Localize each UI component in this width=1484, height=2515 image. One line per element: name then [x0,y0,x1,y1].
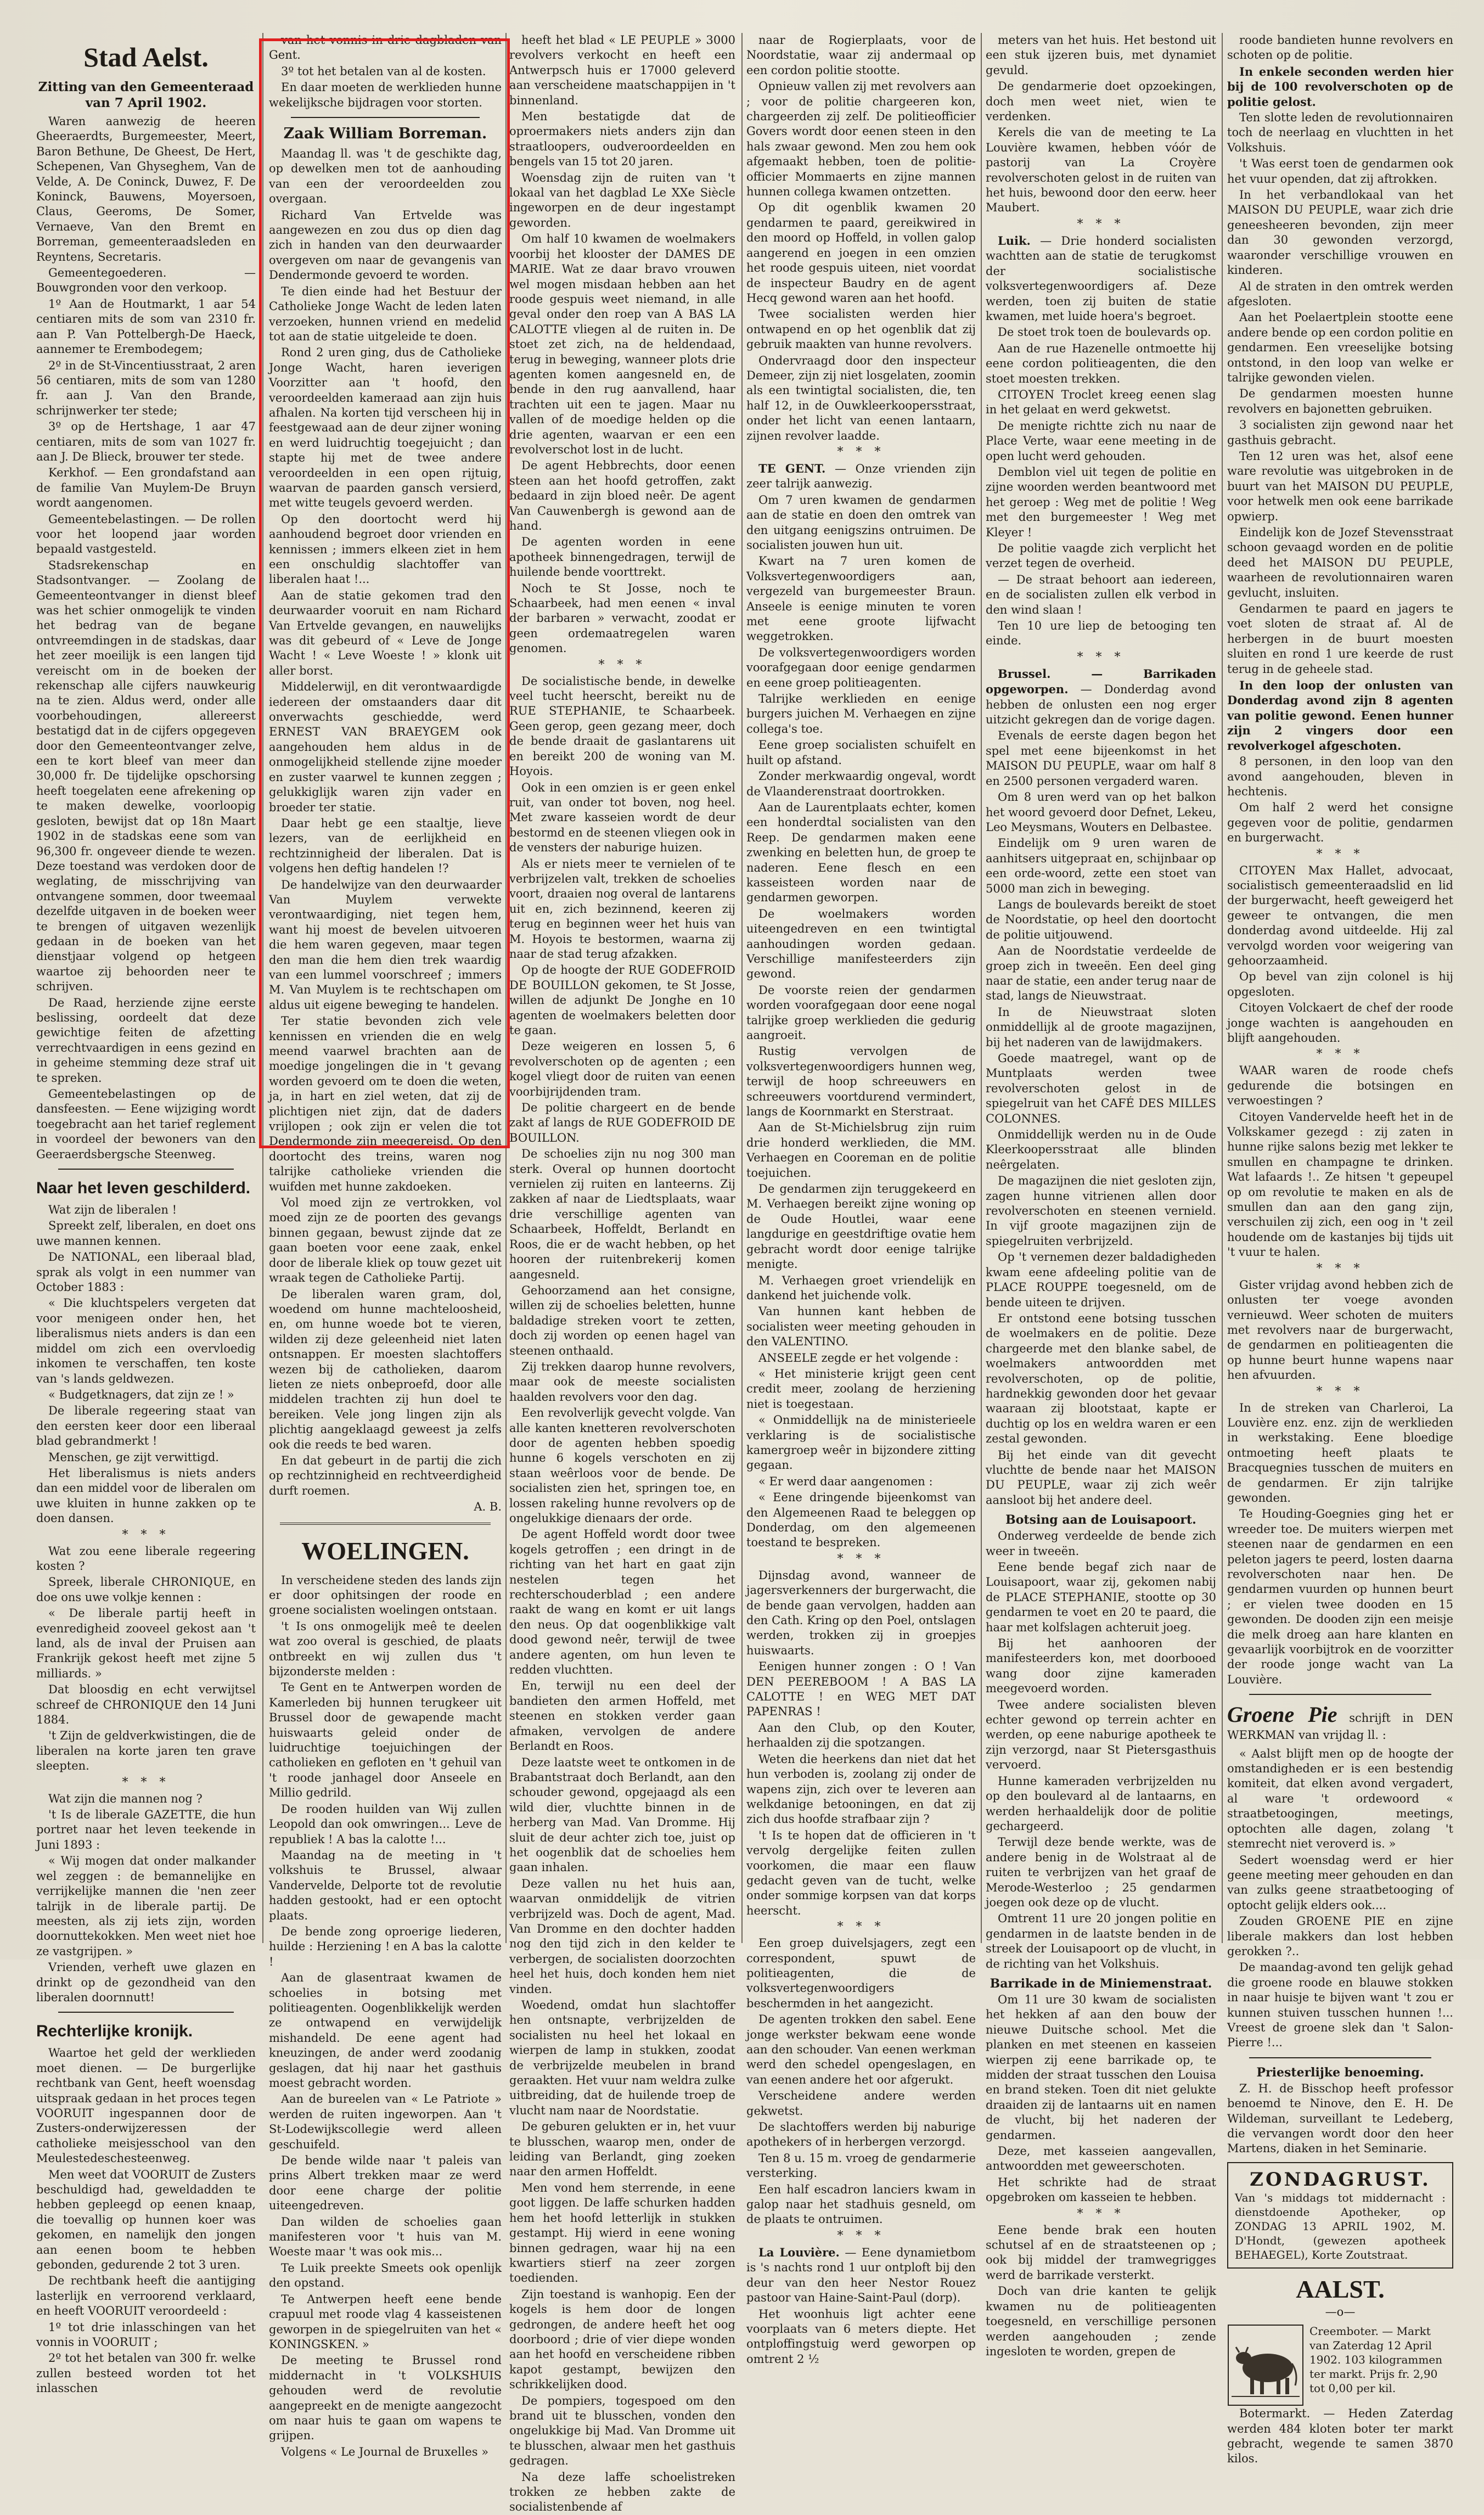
session-heading: Zitting van den Gemeenteraad van 7 April 1902. [38,80,254,110]
paragraph: Te Luik preekte Smeets ook openlijk den opstand. [269,2261,502,2290]
paragraph: Aan de statie gekomen trad den deurwaarder vooruit en nam Richard Van Ertvelde gevangen, en nauwelijks was dit gebeurd of « Leve de Jonge Wacht ! « Leve Woeste ! » klonk uit aller borst. [269,588,502,677]
subheading-louisapoort: Botsing aan de Louisapoort. [1005,1513,1196,1528]
paragraph: Langs de boulevards bereikt de stoet de Noordstatie, op heel den doortocht de politie uitjouwend. [986,897,1216,941]
paragraph: In enkele seconden werden hier bij de 100 revolverschoten op de politie gelost. [1227,64,1453,109]
inline-heading-te-gent: TE GENT. [758,461,826,475]
paragraph: Hunne kameraden verbrijzelden nu op den boulevard al de lantaarns, en werden herhaaldelijk door de politie gechargeerd. [986,1774,1216,1833]
paragraph: « Die kluchtspelers vergeten dat voor menigeen onder hen, het liberalismus niets anders is dan een middel om zich een overvloedig inkomen te verschaffen, ten koste van 's lands geldwezen. [36,1296,256,1385]
paragraph: Menschen, ge zijt verwittigd. [48,1450,219,1464]
paragraph: Noch te St Josse, noch te Schaarbeek, had men eenen « inval der barbaren » verwacht, zoodat er geen ordemaatregelen waren genomen. [509,581,735,655]
paragraph: Wat zijn de liberalen ! [48,1203,177,1217]
paragraph: Ter statie bevonden zich vele kennissen en vrienden die en welg meend vaarwel brachten aan de moedige jongelingen die in 't gevang worden gevoerd om te doen die weten, ja, in hart en ziel weten, dat zij de plichtigen niet zijn, dat de daders vrijlopen ; ook zijn er velen die tot Dendermonde zijn meegereisd. Op den doortocht des treins, waren nog talrijke catholieke vrienden die wuifden met hunne zakdoeken. [269,1014,502,1193]
paragraph: « Aalst blijft men op de hoogte der omstandigheden er is een bestendig komiteit, dat elken avond vergadert, al ware 't ordewoord « straatbetoogingen, meetings, optochten alle dagen, zolang 't stemrecht niet veroverd is. » [1227,1747,1453,1851]
paragraph: De politie chargeert en de bende zakt af langs de RUE GODEFROID DE BOUILLON. [509,1101,735,1144]
column-5 [986,33,1216,2358]
separator-stars: * * * [837,1920,885,1934]
paragraph: De woelmakers worden uiteengedreven en een twintigtal aanhoudingen worden gedaan. Verschillige manifesteerders zijn gewond. [746,907,976,981]
paragraph: Terwijl deze bende werkte, was de andere benig in de Wolstraat al de ruiten te verbrijzen van het graaf de Merode-Westerloo ; 25 gendarmen joegen ook deze op de vlucht. [986,1835,1216,1909]
paragraph: De voorste reien der gendarmen worden voorafgegaan door eene nogal talrijke groep werklieden die gedurig aangroeit. [746,983,976,1042]
section-title-woelingen: WOELINGEN. [301,1536,469,1565]
paragraph: Aan de glasentraat kwamen de schoelies in botsing met politieagenten. Oogenblikkelijk werden ze ontwapend en verwijdelijk mishandeld. De eene agent had kneuzingen, de ander werd zoodanig geslagen, dat hij naar het gasthuis moest gebracht worden. [269,1971,502,2090]
paragraph: De liberalen waren gram, dol, woedend om hunne machteloosheid, en, om hunne woede bot te vieren, wilden zij deze geleenheid niet laten ontsnappen. Er moesten slachtoffers wezen bij de catholieken, daarom lieten ze niets onbeproefd, door alle middelen trachten zij hun doel te bereiken. Vele jong lingen zijn als plichtig aangeklaagd geweest ja zelfs ook die reeds te bed waren. [269,1287,502,1451]
paragraph: Opnieuw vallen zij met revolvers aan ; voor de politie chargeeren kon, chargeerden zij zelf. De politieofficier Govers wordt door eenen steen in den hals zwaar gewond. Men zou hem ook afgemaakt hebben, toen de politie-officier Mommaerts en zijne mannen hunnen collega kwamen ontzetten. [746,80,976,199]
paragraph: Om 11 ure 30 kwam de socialisten het hekken af aan den bouw der nieuwe Duitsche school. Met die planken en met steenen en kasseien wierpen zij eene barrikade op, te midden der straat tusschen den Louisa en brand steken. Toen dit niet gelukte draaiden zij de lantaarns uit en namen de vlucht, bij het naderen der gendarmen. [986,1992,1216,2142]
paragraph: « Het ministerie krijgt geen cent credit meer, zoolang de herziening niet is toegestaan. [746,1367,976,1411]
paragraph: Gendarmen te paard en jagers te voet sloten de straat af. Al de herbergen in de buurt moesten sluiten en rond 1 ure keerde de rust terug in de geheele stad. [1227,602,1453,676]
paragraph: Eindelijk kon de Jozef Stevensstraat schoon gevaagd worden en de politie deed het MAISON DU PEUPLE, waarheen de revolutionnairen waren gevlucht, insluiten. [1227,526,1453,599]
paragraph: De geburen gelukten er in, het vuur te blusschen, waarop men, onder de leiding van Berlandt, ging zoeken naar den armen Hoffeldt. [509,2120,735,2179]
divider [291,117,480,118]
paragraph: « De liberale partij heeft in evenredigheid zooveel gekost aan 't land, als de inval der Pruisen aan Frankrijk gekost heeft met zijne 5 milliards. » [36,1607,256,1680]
paragraph: 't Is te hopen dat de officieren in 't vervolg dergelijke feiten zullen voorkomen, die maar een flauw gedacht geven van de tucht, welke onder sommige korpsen van dat korps heerscht. [746,1828,976,1917]
groene-pie-subtitle: schrijft in DEN WERKMAN van vrijdag ll. : [1227,1711,1453,1742]
paragraph: Kerkhof. — Een grondafstand aan de familie Van Muylem-De Bruyn wordt aangenomen. [36,466,256,510]
separator-stars: * * * [1316,1047,1364,1062]
divider [58,2012,234,2013]
market-report [1227,2324,1453,2406]
paragraph: Maandag ll. was 't de geschikte dag, op dewelken men tot de aanhouding van een der veroordeelden zou overgaan. [269,147,502,206]
column-4 [746,33,976,2366]
paragraph: Op den doortocht werd hij aanhoudend begroet door vrienden en kennissen ; immers elkeen ziet in hem een onschuldig slachtoffer van liberalen haat !... [269,512,502,586]
paragraph: De magazijnen die niet gesloten zijn, zagen hunne vitrienen allen door revolverschoten en steenen vernield. In vijf groote magazijnen zijn de spiegelruiten verbrijzeld. [986,1174,1216,1248]
separator-stars: * * * [1316,1261,1364,1276]
column-rule [262,33,263,1943]
paragraph: Eene bende brak een houten schutsel af en de straatsteenen op ; ook bij middel der tramwegrigges werd de barrikade versterkt. [986,2223,1216,2282]
paragraph: Te Houding-Goegnies ging het er wreeder toe. De muiters wierpen met steenen naar de gendarmen en een peleton jagers te peerd, losten daarna revolverschoten naar hen. De gendarmen vuurden op hunnen beurt ; er vielen twee dooden en 15 gewonden. De dooden zijn een meisje die melk droeg aan hare klanten en gevaarlijk voorbijtrok en de voorzitter der roode jonge wacht van La Louvière. [1227,1507,1453,1686]
separator-stars: * * * [1077,650,1125,664]
paragraph: Onmiddellijk werden nu in de Oude Kleerkoopersstraat alle blinden neêrgelaten. [986,1128,1216,1171]
paragraph-text: — Donderdag avond hebben de onlusten een nog erger uitzicht gekregen dan de vorige dagen. [986,683,1216,727]
paragraph: Dat bloosdig en echt verwijtsel schreef de CHRONIQUE den 14 Juni 1884. [36,1683,256,1727]
paragraph: Zij trekken daarop hunne revolvers, maar ook de meeste socialisten haalden revolvers voor den dag. [509,1360,735,1404]
paragraph: 't Zijn de geldverkwistingen, die de liberalen na korte jaren ten grave sleepten. [36,1729,256,1773]
paragraph: 2º in de St-Vincentiusstraat, 2 aren 56 centiaren, mits de som van 1280 fr. aan J. Van den Brande, schrijnwerker ter stede; [36,358,256,417]
paragraph: Kwart na 7 uren komen de Volksvertegenwoordigers aan, vergezeld van burgemeester Braun. Anseele is eenige minuten te voren met eene groote lijfwacht weggetrokken. [746,554,976,643]
paragraph: Om 8 uren werd van op het balkon het woord gevoerd door Defnet, Lekeu, Leo Meysmans, Wouters en Delbastee. [986,790,1216,834]
paragraph: Ten 8 u. 15 m. vroeg de gendarmerie versterking. [746,2151,976,2180]
paragraph: Als er niets meer te vernielen of te verbrijzelen valt, trekken de schoelies voort, draaien nog overal de lantarens uit en, zich bezinnend, keeren zij terug en beginnen weer het huis van M. Hoyois te bestormen, waarna zij naar de stad terug afzakken. [509,857,735,961]
paragraph: 't Is de liberale GAZETTE, die hun portret naar het leven teekende in Juni 1893 : [36,1808,256,1851]
paragraph: WAAR waren de roode chefs gedurende die botsingen en verwoestingen ? [1227,1064,1453,1108]
separator-stars: * * * [837,445,885,459]
separator-stars: * * * [837,1552,885,1566]
paragraph: Talrijke werklieden en eenige burgers juichen M. Verhaegen en zijne collega's toe. [746,692,976,736]
paragraph: Te Antwerpen heeft eene bende crapuul met roode vlag 4 kasseistenen geworpen in de spiegelruiten van het « KONINGSKEN. » [269,2292,502,2351]
separator-stars: * * * [837,2228,885,2243]
paragraph: meters van het huis. Het bestond uit een stuk ijzeren buis, met dynamiet gevuld. [986,33,1216,77]
paragraph: De meeting te Brussel rond middernacht in 't VOLKSHUIS gehouden werd de revolutie aangepreekt en de menigte aangezocht om naar huis te gaan om wapens te grijpen. [269,2354,502,2443]
paragraph-text: — Eene dynamietbom is 's nachts rond 1 uur ontploft bij den deur van den heer Nestor Rouez pastoor van Haine-Saint-Paul (dorp). [746,2245,976,2305]
paragraph: Demblon viel uit tegen de politie en zijne woorden werden beantwoord met het geroep : Weg met de politie ! Weg met den burgemeester ! Weg met Kleyer ! [986,465,1216,539]
groene-pie-heading [1227,1702,1453,1743]
paragraph: 1º tot drie inlasschingen van het vonnis in VOORUIT ; [36,2320,256,2349]
divider [58,1169,234,1170]
market-text [1309,2324,1453,2396]
paragraph: Wat zou eene liberale regeering kosten ? [36,1544,256,1573]
paragraph: Vrienden, verheft uwe glazen en drinkt op de gezondheid van den liberalen doornnutt! [36,1961,256,2004]
paragraph: Aan de rue Hazenelle ontmoette hij eene cordon politieagenten, die den stoet moesten trekken. [986,341,1216,385]
paragraph: De Raad, herziende zijne eerste beslissing, oordeelt dat deze gewichtige feiten de afzetting verrechtvaardigen in eens gezind en in geheime stemming deze straf uit te spreken. [36,996,256,1085]
paragraph: Dijnsdag avond, wanneer de jagersverkenners der burgerwacht, die de bende gaan vervolgen, hadden aan den Cath. Kring op den Poel, ontslagen werden, trokken zij in groepjes huiswaarts. [746,1568,976,1657]
paragraph: Gemeentegoederen. — Bouwgronden voor den verkoop. [36,266,256,295]
paragraph: 3º tot het betalen van al de kosten. [281,64,486,78]
paragraph [746,461,976,492]
paragraph: Waren aanwezig de heeren Gheeraerdts, Burgemeester, Meert, Baron Bethune, De Gheest, De Hert, Schepenen, Van Ghyseghem, Van de Velde, A. De Coninck, Duwez, F. De Koninck, Bauwens, Moyersoen, Claus, Geeroms, De Somer, Vernaeve, Van den Bremt en Borreman, gemeenteraadsleden en Reyntens, Secretaris. [36,115,256,263]
paragraph: De socialistische bende, in dewelke veel tucht heerscht, bereikt nu de RUE STEPHANIE, te Schaarbeek. Geen gerop, geen gezang meer, doch de bende draait de gaslantarens uit en bereikt 200 de woning van M. Hoyois. [509,674,735,778]
paragraph: Evenals de eerste dagen begon het spel met eene bijeenkomst in het MAISON DU PEUPLE, waar om half 8 en 2500 personen vergaderd waren. [986,729,1216,788]
paragraph: Goede maatregel, want op de Muntplaats werden twee revolverschoten gelost in de spiegelruit van het CAFÉ DES MILLES COLONNES. [986,1052,1216,1125]
paragraph: Onderweg verdeelde de bende zich weer in tweeën. [986,1529,1216,1558]
column-rule [1222,33,1223,1943]
separator-stars: * * * [598,658,647,672]
column-rule [505,33,507,1943]
paragraph: De menigte richtte zich nu naar de Place Verte, waar eene meeting in de open lucht werd gehouden. [986,419,1216,463]
section-title-rechterlijke-kronijk: Rechterlijke kronijk. [36,2022,193,2041]
paragraph: « Wij mogen dat onder malkander wel zeggen : de bemannelijke en verrijkelijke mannen die 'nen zeer talrijk in de liberale partij. De meesten, als zij iets zijn, worden doornuttekokken. Men weet niet hoe ze vastgrijpen. » [36,1854,256,1958]
paragraph: M. Verhaegen groet vriendelijk en dankend het juichende volk. [746,1273,976,1302]
divider [1249,2057,1431,2058]
paragraph-text: — Drie honderd socialisten wachtten aan de statie de terugkomst der socialistische volksvertegenwoordigers af. Deze werden, toen zij buiten de statie kwamen, met luide hoera's begroet. [986,234,1216,323]
paragraph: naar de Rogierplaats, voor de Noordstatie, waar zij andermaal op een cordon politie stootte. [746,33,976,77]
paragraph: Er ontstond eene botsing tusschen de woelmakers en de politie. Deze chargeerde met den blanke sabel, de woelmakers antwoordden met revolverschoten, op de politie, hardnekkig gewonden door het gevaar waaraan zij blootstaat, kapte er duchtig op los en weldra waren er een zestal gewonden. [986,1311,1216,1446]
paragraph: Stadsrekenschap en Stadsontvanger. — Zoolang de Gemeenteontvanger in dienst bleef was het schier onmogelijk te vinden het bedrag van de begane ontvreemdingen in de stadskas, daar het zeer moeilijk is een langen tijd vereischt om in de boeken der rekenschap alle cijfers nauwkeurig na te zien. Aldus werd, onder alle voorbehoudingen, allereerst bestatigd dat in de cijfers opgegeven door den Gemeenteontvanger zelve, een te kort bleef van meer dan 30,000 fr. De tijdelijke opschorsing heeft toegelaten eene afrekening op te maken dewelke, voorloopig gesloten, bewijst dat op 18n Maart 1902 in de stadskas eene som van 96,300 fr. ongeveer diende te wezen. Deze toestand was verdoken door de weglating, de misschrijving van ontvangene sommen, door tweemaal dezelfde uitgaven in de boeken weer te brengen of uitgaven wezenlijk gedaan in de boeken van het dienstjaar volgend op hetgeen waartoe zij behoorden neer te schrijven. [36,558,256,993]
paragraph: De rechtbank heeft die aantijging lasterlijk en verroorend verklaard, en heeft VOORUIT veroordeeld : [36,2274,256,2318]
separator-stars: * * * [122,1528,170,1542]
paragraph: Doch van drie kanten te gelijk kwamen nu de politieagenten toegesneld, en verschillige personen werden aangehouden ; zende ingesloten te worden, grepen de [986,2284,1216,2358]
paragraph: De stoet trok toen de boulevards op. [998,325,1211,339]
paragraph: Aan het Poelaertplein stootte eene andere bende op een cordon politie en gendarmen. Een vreeselijke botsing ontstond, in den loop van welke er talrijke gewonden vielen. [1227,311,1453,384]
paragraph: 't Was eerst toen de gendarmen ook het vuur openden, dat zij aftrokken. [1227,157,1453,186]
paragraph: Het liberalismus is niets anders dan een middel voor de liberalen om uwe kluiten in hunne zakken op te doen dansen. [36,1466,256,1525]
paragraph: Volgens « Le Journal de Bruxelles » [281,2445,489,2458]
separator-stars: * * * [1077,217,1125,231]
paragraph: De gendarmen moesten hunne revolvers en bajonetten gebruiken. [1227,387,1453,416]
paragraph: 3 socialisten zijn gewond naar het gasthuis gebracht. [1227,418,1453,447]
paragraph: En, terwijl nu een deel der bandieten den armen Hoffeld, met steenen en stokken verder gaan afmaken, vervolgen de andere Berlandt en Roos. [509,1679,735,1753]
paragraph: Eindelijk om 9 uren waren de aanhitsers uitgepraat en, schijnbaar op een orde-woord, zette een stoet van 5000 man zich in beweging. [986,837,1216,895]
paragraph: De gendarmerie doet opzoekingen, doch men weet niet, wien te verdenken. [986,80,1216,123]
separator-stars: * * * [1077,2207,1125,2221]
paragraph: roode bandieten hunne revolvers en schoten op de politie. [1227,33,1453,62]
paragraph: Deze vallen nu het huis aan, waarvan onmiddelijk de vitrien verbrijzeld was. Doch de agent, Mad. Van Dromme en den dochter hadden nog den tijd zich in den kelder te verbergen, de socialisten doorzochten heel het huis, doch konden hem niet vinden. [509,1877,735,1996]
paragraph: De bende zong oproerige liederen, huilde : Herziening ! en A bas la calotte ! [269,1924,502,1968]
paragraph: In de Nieuwstraat sloten onmiddellijk al de groote magazijnen, bij het naderen van de lawijdmakers. [986,1005,1216,1049]
paragraph: En dat gebeurt in de partij die zich op rechtzinnigheid en rechtveerdigheid durft roemen. [269,1453,502,1497]
paragraph: Deze weigeren en lossen 5, 6 revolverschoten op de agenten ; een kogel vliegt door de ruiten van eenen voorbijrijdenden tram. [509,1040,735,1098]
paragraph: Men bestatigde dat de oproermakers niets anders zijn dan straatloopers, oudveroordeelden en bengels van 15 tot 20 jaren. [509,110,735,169]
zondagrust-notice [1227,2162,1453,2269]
inline-heading-brussel: Brussel. — Barrikaden opgeworpen. [986,666,1216,697]
paragraph: Gemeentebelastingen op de dansfeesten. — Eene wijziging wordt toegebracht aan het tarief reglement in voordeel der bewoners van den Geeraerdsbergsche Steenweg. [36,1087,256,1161]
section-title-naar-het-leven: Naar het leven geschilderd. [36,1179,251,1198]
paragraph: Maandag na de meeting in 't volkshuis te Brussel, alwaar Vandervelde, Delporte tot de revolutie hadden gestookt, had er een optocht plaats. [269,1848,502,1922]
paragraph: CITOYEN Troclet kreeg eenen slag in het gelaat en werd gekwetst. [986,388,1216,417]
notice-title: ZONDAGRUST. [1250,2168,1431,2191]
paragraph: Rond 2 uren ging, dus de Catholieke Jonge Wacht, haren ieverigen Voorzitter aan 't hoofd, den veroordeelden kameraad aan zijn huis afhalen. Na korten tijd verscheen hij in feestgewaad aan de deur zijner woning en werd luidruchtig toegejuicht ; dan stapte hij met de twee andere veroordeelden in een open rijtuig, waarvan de paarden gansch versierd, met witte teugels gevoerd werden. [269,346,502,510]
paragraph: De maandag-avond ten gelijk gehad die groene roode en blauwe stokken in naar huisje te bijven want 't zou er kunnen stuiven tusschen hunnen !... Vreest de groene slek dan 't Salon-Pierre !... [1227,1961,1453,2050]
separator-stars: * * * [122,1775,170,1789]
paragraph: Z. H. de Bisschop heeft professor benoemd te Ninove, den E. H. De Wildeman, surveillant te Ledeberg, die vervangen wordt door den heer Martens, diaken in het Seminarie. [1227,2081,1453,2155]
paragraph: Deze laatste weet te ontkomen in de Brabantstraat doch Berlandt, aan den schouder gewond, opgejaagd als een wild dier, vluchtte binnen in de herberg van Mad. Van Dromme. Hij sluit de deur achter zich toe, juist op het oogenblik dat de schoelies hem gaan inhalen. [509,1755,735,1874]
paragraph: 3º op de Hertshage, 1 aar 47 centiaren, mits de som van 1027 fr. aan J. De Blieck, brouwer ter stede. [36,420,256,463]
paragraph: Spreekt zelf, liberalen, en doet ons uwe mannen kennen. [36,1219,256,1248]
paragraph: Na deze laffe schoelistreken trokken ze hebben zakte de socialistenbende af [509,2470,735,2514]
paragraph: Vol moed zijn ze vertrokken, vol moed zijn ze de poorten des gevangs binnen gegaan, bewust zijnde dat ze gaan boeten voor eene zaak, enkel door de liberale kliek op touw gezet uit wraak tegen de Catholieke Partij. [269,1196,502,1285]
inline-heading-luik: Luik. [998,233,1031,248]
divider [280,1523,491,1525]
paragraph: Aan de Laurentplaats echter, komen een honderdtal socialisten van den Reep. De gendarmen maken eene zwenking en beletten hun, de groep te naderen. Eene flesch en een kasseisteen worden naar de gendarmen geworpen. [746,800,976,905]
subheading-miniemenstraat: Barrikade in de Miniemenstraat. [990,1976,1212,1991]
paragraph: Middelerwijl, en dit verontwaardigde iedereen der omstaanders daar dit onverwachts geschiedde, werd ERNEST VAN BRAEYGEM ook aangehouden hem aldus in de onmogelijkheid stellende zijne moeder en zuster vaarwel te kunnen zeggen ; gelukkiglijk waren zijn vader en broeder ter statie. [269,680,502,814]
notice-text: Van 's middags tot middernacht : dienstdoende Apotheker, op ZONDAG 13 APRIL 1902, M. D'Hondt, (gewezen apotheek BEHAEGEL), Korte Zoutstraat. [1235,2191,1446,2261]
paragraph: Al de straten in den omtrek werden afgesloten. [1227,279,1453,308]
paragraph: De agenten worden in eene apotheek binnengedragen, terwijl de huilende bende voorttrekt. [509,535,735,579]
paragraph: Een groep duivelsjagers, zegt een correspondent, spuwt de politieagenten, die de volksvertegenwoordigers beschermden in het aangezicht. [746,1936,976,2010]
paragraph: Daar hebt ge een staaltje, lieve lezers, van de eerlijkheid en rechtzinnigheid der liberalen. Dat is volgens hen deftig handelen !? [269,816,502,875]
paragraph: Woedend, omdat hun slachtoffer hen ontsnapte, verbrijzelden de socialisten nu heel het lokaal en wierpen de lamp in stukken, zoodat de verbrijzelde meubelen in brand geraakten. Het vuur nam weldra zulke uitbreiding, dat de huilende troep de vlucht nam naar de Noordstatie. [509,1998,735,2117]
divider [1249,1694,1431,1695]
paragraph: De bende wilde naar 't paleis van prins Albert trekken maar ze werd door eene charge der politie uiteengedreven. [269,2154,502,2213]
paragraph: Een half escadron lanciers kwam in galop naar het stadhuis gesneld, om de plaats te ontruimen. [746,2182,976,2226]
paragraph: Wat zijn die mannen nog ? [48,1792,203,1805]
paragraph: Ook in een omzien is er geen enkel ruit, van onder tot boven, nog heel. Met zware kasseien wordt de deur bestormd en de steenen vliegen ook in de vensters der naburige huizen. [509,781,735,855]
column-1 [36,33,256,2395]
paragraph: Aan de bureelen van « Le Patriote » werden de ruiten ingeworpen. Aan 't St-Lodewijkscollegie werd alleen geschuifeld. [269,2092,502,2151]
paragraph: « Eene dringende bijeenkomst van den Algemeenen Raad te beleggen op Donderdag, om den algemeenen toestand te bespreken. [746,1491,976,1550]
paragraph: 2º tot het betalen van 300 fr. welke zullen besteed worden tot het inlasschen [36,2351,256,2395]
paragraph: Om half 10 kwamen de woelmakers voorbij het klooster der DAMES DE MARIE. Wat ze daar bravo vrouwen wel mogen misdaan hebben aan het roode gespuis weet niemand, in alle geval onder den roep van A BAS LA CALOTTE vliegen al de ruiten in. De stoet zet zich, na de heldendaad, terug in beweging, wanneer plots drie agenten komen aangesneld en, de bende in den rug aanvallend, haar trachten uit een te jagen. Maar nu vallen of de moedige helden op die drie agenten, waarvan er een een revolverschot lost in de lucht. [509,232,735,456]
paragraph: Dan wilden de schoelies gaan manifesteren voor 't huis van M. Woeste maar 't was ook mis... [269,2215,502,2259]
paragraph: Op dit ogenblik kwamen 20 gendarmen te paard, gereikwired in den moord op Hoffeld, in vollen galop aangerend en joegen in een omzien het roode gespuis uiteen, niet voordat de inspecteur Baudry en de agent Hecq gewond waren aan het hoofd. [746,201,976,305]
column-6 [1227,33,1453,2466]
paragraph: — De straat behoort aan iedereen, en de socialisten zullen elk verbod in den wind slaan ! [986,572,1216,616]
paragraph: In den loop der onlusten van Donderdag avond zijn 8 agenten van politie gewond. Eenen hunner zijn 2 vingers door een revolverkogel afgeschoten. [1227,678,1453,753]
paragraph: Citoyen Vandervelde heeft het in de Volkskamer gezegd : zij zaten in hunne rijke salons bezig met lekker te smullen en champagne te drinken. Wat lafaards !.. Ze hitsen 't gepeupel op om revolutie te maken en als de smullen dan aan den gang zijn, verschuilen zij zich, een oog in 't zeil houdende om de kastanjes bij tijds uit 't vuur te halen. [1227,1110,1453,1259]
paragraph: Bij het einde van dit gevecht vluchtte de bende naar het MAISON DU PEUPLE, waar zij zich weêr aansloot bij het andere deel. [986,1448,1216,1507]
paragraph: Sedert woensdag werd er hier geene meeting meer gehouden en dan van zulks geene straatbetooging of optocht gelijk elders ook.... [1227,1853,1453,1912]
paragraph: Op de hoogte der RUE GODEFROID DE BOUILLON gekomen, te St Josse, willen de adjunkt De Jonghe en 10 agenten de woelmakers beletten door te gaan. [509,963,735,1037]
cow-illustration [1227,2324,1304,2406]
section-title-stad-aelst: Stad Aelst. [83,42,209,72]
paragraph [746,2245,976,2306]
paragraph: Deze, met kasseien aangevallen, antwoordden met geweerschoten. [986,2145,1216,2173]
paragraph: Zijn toestand is wanhopig. Een der kogels is hem door de longen gedrongen, de andere heeft het oog doorboord ; drie of vier diepe wonden aan het hoofd en verscheidene ribben kapot gestampt, bewijzen den schrikkelijken dood. [509,2287,735,2392]
paragraph: Het schrikte had de straat opgebroken om kasseien te hebben. [986,2175,1216,2204]
paragraph: Ten slotte leden de revolutionnairen toch de neerlaag en vluchtten in het Volkshuis. [1227,111,1453,154]
paragraph-text: — Onze vrienden zijn zeer talrijk aanwezig. [746,462,976,491]
paragraph: Aan de St-Michielsbrug zijn ruim drie honderd werklieden, die MM. Verhaegen en Cooreman en de politie toejuichen. [746,1121,976,1180]
paragraph: Bij het aanhooren der manifesteerders kon, met doorbooed wang door zijne kameraden meegevoerd worden. [986,1637,1216,1696]
paragraph: 1º Aan de Houtmarkt, 1 aar 54 centiaren mits de som van 2310 fr. aan P. Van Pottelbergh-De Haeck, aannemer te Erembodegem; [36,297,256,356]
paragraph: De schoelies zijn nu nog 300 man sterk. Overal op hunnen doortocht vernielen zij ruiten en lanteerns. Zij zakken af naar de Liedtsplaats, waar drie verschillige agenten van Schaarbeek, Hoffeldt, Berlandt en Roos, die er de wacht hebben, op het hooren der ruitenbrekerij komen aangesneld. [509,1147,735,1281]
paragraph: Zonder merkwaardig ongeval, wordt de Vlaanderenstraat doortrokken. [746,770,976,798]
paragraph: Twee andere socialisten bleven echter gewond op terrein achter en werden, op eene naburige apotheek te zijn verzorgd, naar St Pietersgasthuis vervoerd. [986,1698,1216,1772]
column-rule [981,33,982,1943]
paragraph: Richard Van Ertvelde was aangewezen en zou dus op dien dag zich in handen van den deurwaarder overgeven om naar de gevangenis van Dendermonde gevoerd te worden. [269,208,502,282]
paragraph: Aan de Noordstatie verdeelde de groep zich in tweeën. Een deel ging naar de statie, een ander terug naar de stad, langs de Nieuwstraat. [986,944,1216,1003]
paragraph: Te dien einde had het Bestuur der Catholieke Jonge Wacht de leden laten verzoeken, hunnen vriend en medelid tot aan de statie uitgeleide te doen. [269,284,502,343]
paragraph: Eene bende begaf zich naar de Louisapoort, waar zij, gekomen nabij de PLACE STEPHANIE, stootte op 30 gendarmen te voet en 20 te paard, die haar met kolfslagen achteruit joeg. [986,1560,1216,1634]
paragraph: De agent Hebbrechts, door eenen steen aan het hoofd getroffen, zakt bedaard in zijn bloed neêr. De agent Van Cauwenbergh is gewond aan de hand. [509,459,735,532]
paragraph: CITOYEN Max Hallet, advocaat, socialistisch gemeenteraadslid en lid der burgerwacht, heeft geweigerd het geweer te ontvangen, die men donderdag avond uitdeelde. Hij zal vervolgd worden voor weigering van gehoorzaamheid. [1227,863,1453,967]
separator-stars: * * * [1316,847,1364,861]
paragraph: Rustig vervolgen de volksvertegenwoordigers hunnen weg, terwijl de hoop schreeuwers en schreeuwers voortdurend vermindert, langs de Koornmarkt en Sterstraat. [746,1045,976,1119]
paragraph: ANSEELE zegde er het volgende : [758,1351,959,1365]
paragraph: Ten 12 uren was het, alsof eene ware revolutie was uitgebroken in de buurt van het MAISON DU PEUPLE, voor hetwelk men ook eene barrikade opwierp. [1227,449,1453,523]
paragraph [986,666,1216,728]
paragraph: Omtrent 11 ure 20 jongen politie en gendarmen in de laatste benden in de streek der Louisapoort op de vlucht, in de richting van het Volkshuis. [986,1912,1216,1971]
paragraph: De agenten trokken den sabel. Eene jonge werkster bekwam eene wonde aan den schouder. Van eenen werkman werd den schedel opengeslagen, en van eenen andere het oor afgerukt. [746,2013,976,2086]
paragraph: Te Gent en te Antwerpen worden de Kamerleden bij hunnen terugkeer uit Brussel door de gewapende macht huiswaarts geleid onder de luidruchtige toejuichingen der catholieken en gefloten en 't gehuil van 't roode janhagel door Anseele en Millio gedrild. [269,1681,502,1800]
paragraph: Waartoe het geld der werklieden moet dienen. — De burgerlijke rechtbank van Gent, heeft woensdag uitspraak gedaan in het proces tegen VOORUIT ingespannen door de Zusters-onderwijzeressen der catholieke meisjesschool van den Meulestedeschesteenweg. [36,2046,256,2165]
paragraph: Men vond hem sterrende, in eene goot liggen. De laffe schurken hadden hem het hoofd letterlijk in stukken gestampt. Hij wierd in eene woning binnen gedragen, waar hij na een kwartiers stierf na zeer zorgen toedienden. [509,2181,735,2285]
paragraph: Gister vrijdag avond hebben zich de onlusten ter voege avonden vernieuwd. Weer schoten de muiters met revolvers naar de burgerwacht, de gendarmen en politieagenten die op hunne beurt hunne wapens naar hen afvuurden. [1227,1278,1453,1382]
section-title-aalst: AALST. [1296,2275,1385,2303]
paragraph: Op bevel van zijn colonel is hij opgesloten. [1227,970,1453,998]
paragraph [986,233,1216,324]
column-rule [741,33,743,1943]
paragraph: 8 personen, in den loop van den avond aangehouden, bleven in hechtenis. [1227,755,1453,798]
paragraph: van het vonnis in drie dagbladen van Gent. [269,33,502,62]
paragraph: Zouden GROENE PIE en zijne liberale makkers dan lost hebben gerokken ?.. [1227,1915,1453,1958]
paragraph: En daar moeten de werklieden hunne wekelijksche bijdragen voor storten. [269,81,502,109]
paragraph: De gendarmen zijn teruggekeerd en M. Verhaegen bereikt zijne woning op de Oude Houtlei, waar eene langdurige en geestdriftige ovatie hem gebracht wordt door eenige talrijke menigte. [746,1182,976,1271]
signature: A. B. [474,1500,502,1514]
paragraph: Woensdag zijn de ruiten van 't lokaal van het dagblad Le XXe Siècle ingeworpen en de deur ingestampt geworden. [509,171,735,229]
paragraph: In de streken van Charleroi, La Louvière enz. enz. zijn de werklieden in werkstaking. Eene bloedige ontmoeting heeft plaats te Bracquegnies tusschen de muiters en de gendarmen. Er zijn talrijke gewonden. [1227,1401,1453,1504]
paragraph: De volksvertegenwoordigers worden voorafgegaan door eenige gendarmen en eene groep politieagenten. [746,645,976,689]
paragraph: Verscheidene andere werden gekwetst. [746,2089,976,2118]
paragraph: Gemeentebelastingen. — De rollen voor het loopend jaar worden bepaald vastgesteld. [36,512,256,556]
paragraph: Een revolverlijk gevecht volgde. Van alle kanten knetteren revolverschoten door de agenten hebben spoedig hunne 6 kogels verschoten en zij staan weêrloos voor de bende. De socialisten zien het, springen toe, en lossen rakeling hunne revolvers op de ongelukkige dienaars der orde. [509,1406,735,1525]
column-3 [509,33,735,2514]
paragraph: Citoyen Volckaert de chef der roode jonge wachten is aangehouden en blijft aangehouden. [1227,1001,1453,1045]
paragraph: In het verbandlokaal van het MAISON DU PEUPLE, waar zich drie geneesheeren bevonden, zijn meer dan 30 gewonden verzorgd, waaronder verschillige vrouwen en kinderen. [1227,188,1453,277]
paragraph: De politie vaagde zich verplicht het verzet tegen de overheid. [986,542,1216,570]
paragraph: Creemboter. — Markt van Zaterdag 12 April 1902. 103 kilogrammen ter markt. Prijs fr. 2,90 tot 0,00 per kil. [1309,2325,1443,2395]
paragraph: Om 7 uren kwamen de gendarmen aan de statie en doen den omtrek van den uitgang eenigszins ontruimen. De socialisten jouwen hun uit. [746,493,976,552]
paragraph: Het woonhuis ligt achter eene voorplaats van 6 meters diepte. Het ontploffingstuig werd geworpen op omtrent 2 ½ [746,2307,976,2366]
paragraph: Eene groep socialisten schuifelt en huilt op afstand. [746,738,976,767]
separator-stars: * * * [1316,1384,1364,1399]
paragraph: De liberale regeering staat van den eersten keer door een liberaal blad gebrandmerkt ! [36,1404,256,1448]
paragraph: De handelwijze van den deurwaarder Van Muylem verwekte verontwaardiging, niet tegen hem, want hij moest de bevelen uitvoeren die hem waren gegeven, maar tegen den man die hem dien trek waardig van een lummel voorschreef ; immers M. Van Muylem is te rechtschapen om aldus uit eigene beweging te handelen. [269,878,502,1012]
paragraph: Eenigen hunner zongen : O ! Van DEN PEEREBOOM ! A BAS LA CALOTTE ! en WEG MET DAT PAPENRAS ! [746,1660,976,1719]
paragraph: « Onmiddellijk na de ministerieele verklaring is de socialistische kamergroep weêr in bijzondere zitting gegaan. [746,1413,976,1472]
paragraph: heeft het blad « LE PEUPLE » 3000 revolvers verkocht en heeft een Antwerpsch huis er 17000 geleverd aan verscheidene maatschappijen in 't binnenland. [509,33,735,107]
paragraph: De agent Hoffeld wordt door twee kogels getroffen ; een dringt in de richting van het hart en gaat zijn nestelen tegen het rechterschouderblad ; een andere raakt de wang en komt er uit langs den neus. Op dat oogenblikkige valt dood gewond neêr, terwijl de twee andere agenten, om hun leven te redden vluchtten. [509,1528,735,1677]
paragraph: « Er werd daar aangenomen : [758,1474,933,1488]
paragraph: Ondervraagd door den inspecteur Demeer, zijn zij niet losgelaten, zoomin als een twintigtal socialisten, die, ten half 12, in de Ouwkleerkoopersstraat, onder het licht van eenen lantaarn, zijnen revolver laadde. [746,353,976,442]
paragraph: Weten die heerkens dan niet dat het hun verboden is, zoolang zij onder de wapens zijn, zich over te leveren aan welkdanige betooningen, en dat zij zich dus hoofde strafbaar zijn ? [746,1752,976,1826]
paragraph: De slachtoffers werden bij naburige apothekers of in herbergen verzorgd. [746,2120,976,2149]
section-title-groene-pie: Groene Pie [1227,1702,1337,1727]
paragraph: Kerels die van de meeting te La Louvière kwamen, hebben vóór de pastorij van La Croyère revolverschoten gelost in de ruiten van het huis, bewoond door den eerw. heer Maubert. [986,126,1216,215]
subheading-priesterlijke-benoeming: Priesterlijke benoeming. [1256,2065,1424,2080]
paragraph: Ten 10 ure liep de betooging ten einde. [986,619,1216,648]
paragraph: De NATIONAL, een liberaal blad, sprak als volgt in een nummer van October 1883 : [36,1250,256,1294]
paragraph: Spreek, liberale CHRONIQUE, en doe ons uwe volkje kennen : [36,1575,256,1604]
paragraph: 't Is ons onmogelijk meê te deelen wat zoo overal is geschied, de plaats ontbreekt en wij zullen dus 't bijzonderste melden : [269,1619,502,1678]
inline-heading-la-louviere: La Louvière. [758,2245,840,2259]
paragraph: In verscheidene steden des lands zijn er door ophitsingen der roode en groene socialisten woelingen ontstaan. [269,1573,502,1617]
column-2 [269,33,502,2458]
section-title-zaak-borreman: Zaak William Borreman. [283,125,487,143]
paragraph: Op 't vernemen dezer baldadigheden kwam eene afdeeling politie van de PLACE ROUPPE toegesneld, om de bende uiteen te drijven. [986,1250,1216,1309]
dash-ornament: —o— [1325,2305,1356,2318]
paragraph: Men weet dat VOORUIT de Zusters beschuldigd had, geweldadden te hebben gepleegd op eenen knaap, die toevallig op hunnen koer was gekomen, en namelijk den jongen aan eenen boom te hebben gebonden, gedurende 2 tot 3 uren. [36,2168,256,2272]
paragraph: Gehoorzamend aan het consigne, willen zij de schoelies beletten, hunne baldadige streken voort te zetten, doch zij worden op eenen hagel van steenen onthaald. [509,1283,735,1357]
paragraph: Aan den Club, op den Kouter, herhaalden zij die spotzangen. [746,1721,976,1750]
paragraph: Van hunnen kant hebben de socialisten weer meeting gehouden in den VALENTINO. [746,1305,976,1349]
paragraph: Twee socialisten werden hier ontwapend en op het ogenblik dat zij gebruik maakten van hunne revolvers. [746,307,976,351]
paragraph: De pompiers, togespoed om den brand uit te blusschen, vonden den ongelukkige bij Mad. Van Dromme uit te blusschen, alwaar men het gasthuis gedragen. [509,2394,735,2468]
paragraph: « Budgetknagers, dat zijn ze ! » [48,1388,234,1401]
paragraph: Botermarkt. — Heden Zaterdag werden 484 kloten boter ter markt gebracht, wegende te samen 3870 kilos. [1227,2407,1453,2466]
paragraph: Om half 2 werd het consigne gegeven voor de politie, gendarmen en burgerwacht. [1227,801,1453,845]
paragraph: De rooden huilden van Wij zullen Leopold dan ook omwringen... Leve de republiek ! A bas la calotte !... [269,1802,502,1846]
